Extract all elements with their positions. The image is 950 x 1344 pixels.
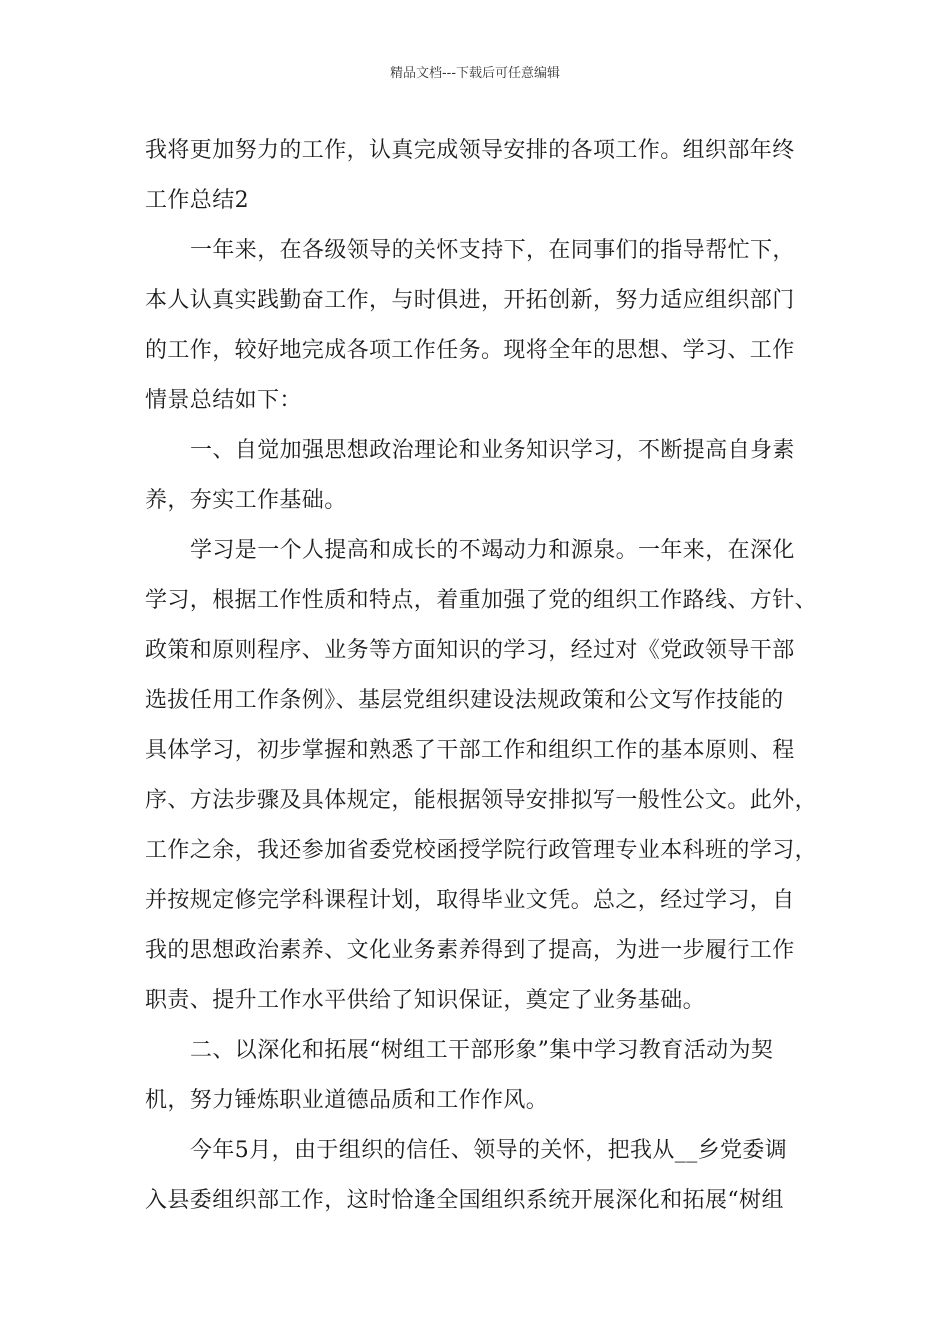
text-line: 一、自觉加强思想政治理论和业务知识学习，不断提高自身素	[190, 438, 795, 463]
text-line: 职责、提升工作水平供给了知识保证，奠定了业务基础。	[145, 988, 706, 1013]
text-line: 具体学习，初步掌握和熟悉了干部工作和组织工作的基本原则、程	[145, 738, 795, 763]
text-line: 政策和原则程序、业务等方面知识的学习，经过对《党政领导干部	[145, 638, 795, 663]
text-line: 二、以深化和拓展“树组工干部形象”集中学习教育活动为契	[190, 1038, 774, 1063]
text-line: 本人认真实践勤奋工作，与时俱进，开拓创新，努力适应组织部门	[145, 288, 795, 313]
text-line: 选拔任用工作条例》、基层党组织建设法规政策和公文写作技能的	[145, 688, 784, 713]
text-line: 学习是一个人提高和成长的不竭动力和源泉。一年来，在深化	[190, 538, 795, 563]
text-line: 工作总结2	[145, 188, 249, 213]
text-line: 学习，根据工作性质和特点，着重加强了党的组织工作路线、方针、	[145, 588, 818, 613]
text-line: 序、方法步骤及具体规定，能根据领导安排拟写一般性公文。此外，	[145, 788, 818, 813]
text-line: 入县委组织部工作，这时恰逢全国组织系统开展深化和拓展“树组	[145, 1188, 784, 1213]
text-line: 并按规定修完学科课程计划，取得毕业文凭。总之，经过学习，自	[145, 888, 795, 913]
text-line: 一年来，在各级领导的关怀支持下，在同事们的指导帮忙下，	[190, 238, 795, 263]
text-line: 今年5月，由于组织的信任、领导的关怀，把我从__乡党委调	[190, 1138, 788, 1163]
text-line: 机，努力锤炼职业道德品质和工作作风。	[145, 1088, 549, 1113]
text-line: 的工作，较好地完成各项工作任务。现将全年的思想、学习、工作	[145, 338, 795, 363]
page-header: 精品文档---下载后可任意编辑	[389, 66, 561, 81]
text-line: 养，夯实工作基础。	[145, 488, 347, 513]
text-line: 我将更加努力的工作，认真完成领导安排的各项工作。组织部年终	[145, 138, 795, 163]
text-line: 情景总结如下：	[145, 388, 302, 413]
text-line: 工作之余，我还参加省委党校函授学院行政管理专业本科班的学习，	[145, 838, 818, 863]
text-line: 我的思想政治素养、文化业务素养得到了提高，为进一步履行工作	[145, 938, 795, 963]
